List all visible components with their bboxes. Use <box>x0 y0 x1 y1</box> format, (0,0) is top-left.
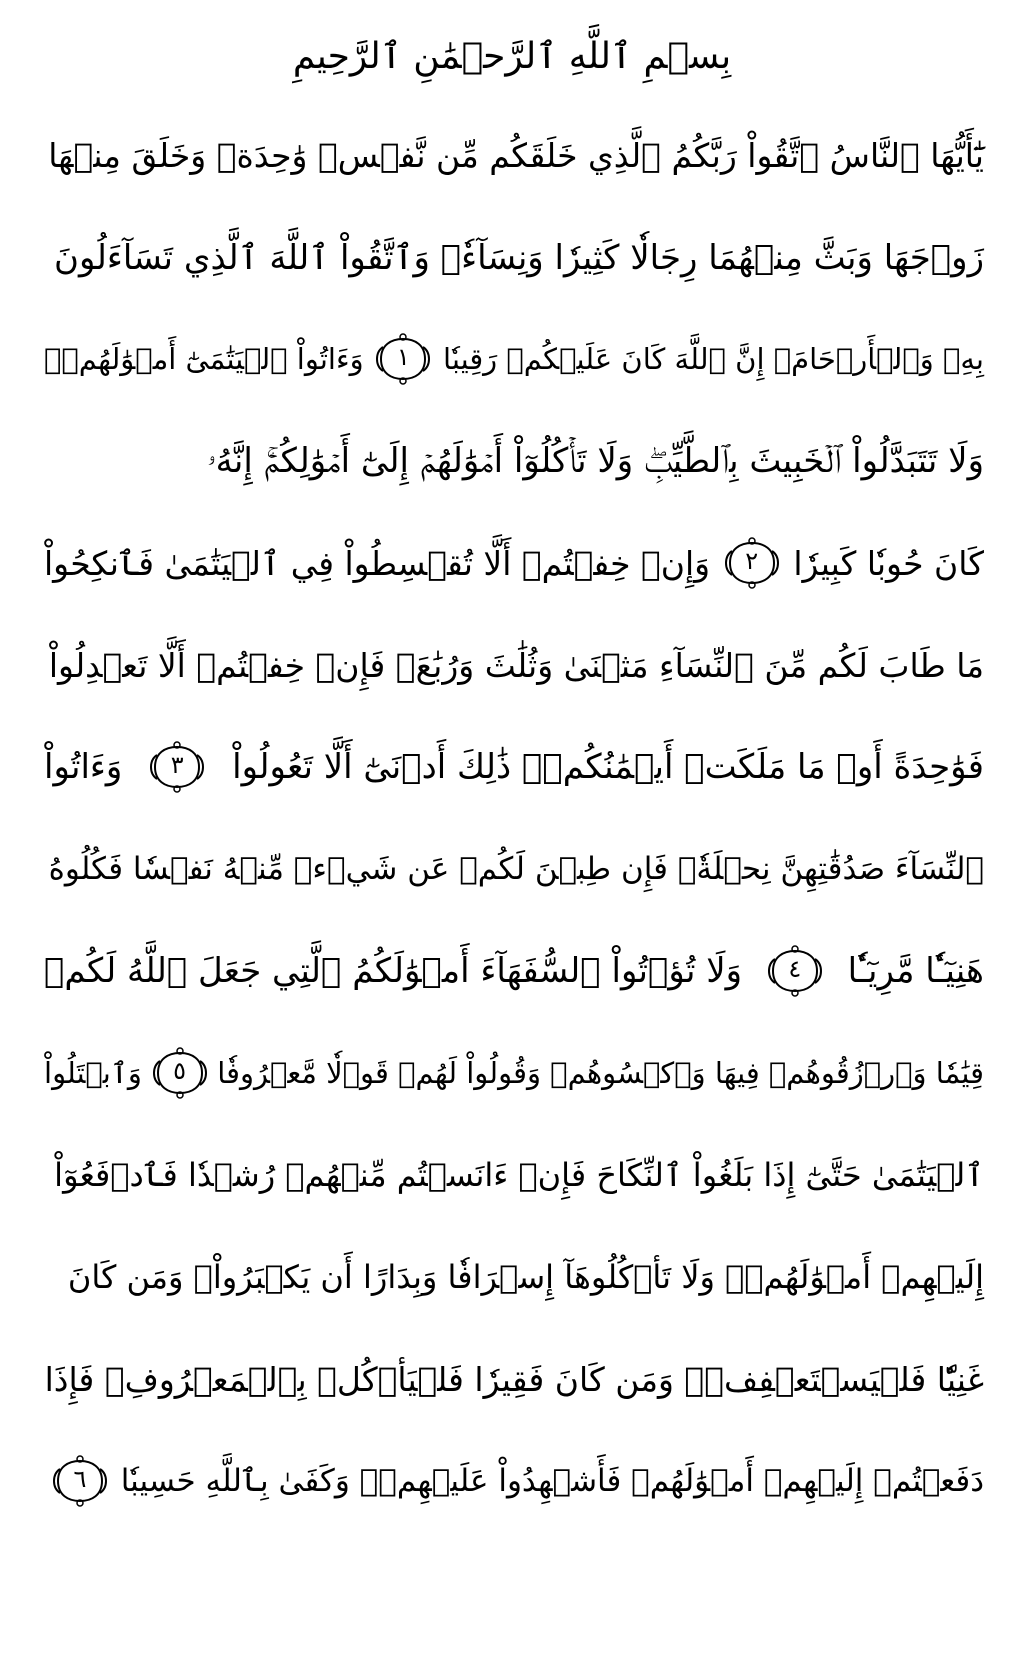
verse-line <box>44 310 984 408</box>
verse-text: كَانَ حُوبٗا كَبِيرٗا <box>793 543 984 583</box>
verse-line <box>44 514 984 612</box>
verse-text: فَوَٰحِدَةً أَوۡ مَا مَلَكَتۡ أَيۡمَٰنُكُمۡۚ ذَٰلِكَ أَدۡنَىٰٓ أَلَّا تَعُولُواْ <box>232 747 984 787</box>
verse-text: دَفَعۡتُمۡ إِلَيۡهِمۡ أَمۡوَٰلَهُمۡ فَأَشۡهِدُواْ عَلَيۡهِمۡۚ وَكَفَىٰ بِٱللَّهِ حَسِيبٗا <box>120 1463 984 1499</box>
verse-text: يَٰٓأَيُّهَا ٱلنَّاسُ ٱتَّقُواْ رَبَّكُمُ ٱلَّذِي خَلَقَكُم مِّن نَّفۡسٖ وَٰحِدَةٖ وَخَلَقَ مِنۡهَا <box>48 135 984 175</box>
verse-text: وَٱبۡتَلُواْ <box>44 1056 142 1090</box>
verse-line <box>44 208 984 306</box>
verse-line <box>44 1432 984 1530</box>
verse-text: إِلَيۡهِمۡ أَمۡوَٰلَهُمۡۖ وَلَا تَأۡكُلُوهَآ إِسۡرَافٗا وَبِدَارًا أَن يَكۡبَرُواْۚ وَمَن كَانَ <box>67 1258 984 1296</box>
verse-text: هَنِيٓـٔٗا مَّرِيٓـٔٗا <box>847 951 984 991</box>
verse-text: وَءَاتُواْ <box>44 747 123 787</box>
ayah-marker <box>722 537 782 589</box>
verse-text: وَءَاتُواْ ٱلۡيَتَٰمَىٰٓ أَمۡوَٰلَهُمۡۖ <box>44 342 364 376</box>
ayah-marker <box>150 1047 210 1099</box>
ayah-number: ٣ <box>170 751 184 779</box>
verse-text: ٱلۡيَتَٰمَىٰ حَتَّىٰٓ إِذَا بَلَغُواْ ٱلنِّكَاحَ فَإِنۡ ءَانَسۡتُم مِّنۡهُمۡ رُشۡدٗا فَٱدۡفَعُوٓاْ <box>54 1156 984 1194</box>
verse-line <box>44 718 984 816</box>
verse-line <box>44 1228 984 1326</box>
basmala: بِسۡمِ ٱللَّهِ ٱلرَّحۡمَٰنِ ٱلرَّحِيمِ <box>292 36 732 77</box>
verse-line <box>44 616 984 714</box>
verse-text: ٱلنِّسَآءَ صَدُقَٰتِهِنَّ نِحۡلَةٗۚ فَإِن طِبۡنَ لَكُمۡ عَن شَيۡءٖ مِّنۡهُ نَفۡسٗا فَكُلُوهُ <box>48 851 984 887</box>
verse-text: وَلَا تُؤۡتُواْ ٱلسُّفَهَآءَ أَمۡوَٰلَكُمُ ٱلَّتِي جَعَلَ ٱللَّهُ لَكُمۡ <box>44 951 743 991</box>
verse-text: بِهِۦ وَٱلۡأَرۡحَامَۚ إِنَّ ٱللَّهَ كَانَ عَلَيۡكُمۡ رَقِيبٗا <box>442 342 984 376</box>
ayah-number: ٦ <box>73 1465 87 1493</box>
ayah-number: ٤ <box>788 955 802 983</box>
verse-text: قِيَٰمٗا وَٱرۡزُقُوهُمۡ فِيهَا وَٱكۡسُوهُمۡ وَقُولُواْ لَهُمۡ قَوۡلٗا مَّعۡرُوفٗا <box>217 1056 984 1090</box>
verse-line <box>44 106 984 204</box>
verse-line <box>44 412 984 510</box>
verse-line <box>44 1330 984 1428</box>
ayah-number: ١ <box>396 343 410 371</box>
verse-line <box>44 1126 984 1224</box>
ayah-number: ٢ <box>745 547 759 575</box>
ayah-marker <box>147 741 207 793</box>
verse-text: مَا طَابَ لَكُم مِّنَ ٱلنِّسَآءِ مَثۡنَىٰ وَثُلَٰثَ وَرُبَٰعَۖ فَإِنۡ خِفۡتُمۡ أَلَّا تَعۡدِلُواْ <box>48 645 984 685</box>
verse-text: غَنِيّٗا فَلۡيَسۡتَعۡفِفۡۖ وَمَن كَانَ فَقِيرٗا فَلۡيَأۡكُلۡ بِٱلۡمَعۡرُوفِۚ فَإِذَا <box>44 1359 984 1399</box>
verse-text: زَوۡجَهَا وَبَثَّ مِنۡهُمَا رِجَالٗا كَثِيرٗا وَنِسَآءٗۚ وَٱتَّقُواْ ٱللَّهَ ٱلَّذِي تَسَآءَلُونَ <box>53 237 984 278</box>
ayah-marker <box>373 333 433 385</box>
verse-line <box>44 922 984 1020</box>
verse-line <box>44 820 984 918</box>
verse-line <box>44 1024 984 1122</box>
ayah-marker <box>50 1455 110 1507</box>
ayah-marker <box>765 945 825 997</box>
ayah-number: ٥ <box>173 1057 187 1085</box>
verse-text: وَلَا تَتَبَدَّلُواْ ٱلۡخَبِيثَ بِٱلطَّيِّبِۖ وَلَا تَأۡكُلُوٓاْ أَمۡوَٰلَهُمۡ إِلَىٰٓ أَمۡوَٰلِكُمۡۚ إِنَّهُۥ <box>207 441 984 481</box>
verse-text: وَإِنۡ خِفۡتُمۡ أَلَّا تُقۡسِطُواْ فِي ٱلۡيَتَٰمَىٰ فَٱنكِحُواْ <box>44 543 711 583</box>
